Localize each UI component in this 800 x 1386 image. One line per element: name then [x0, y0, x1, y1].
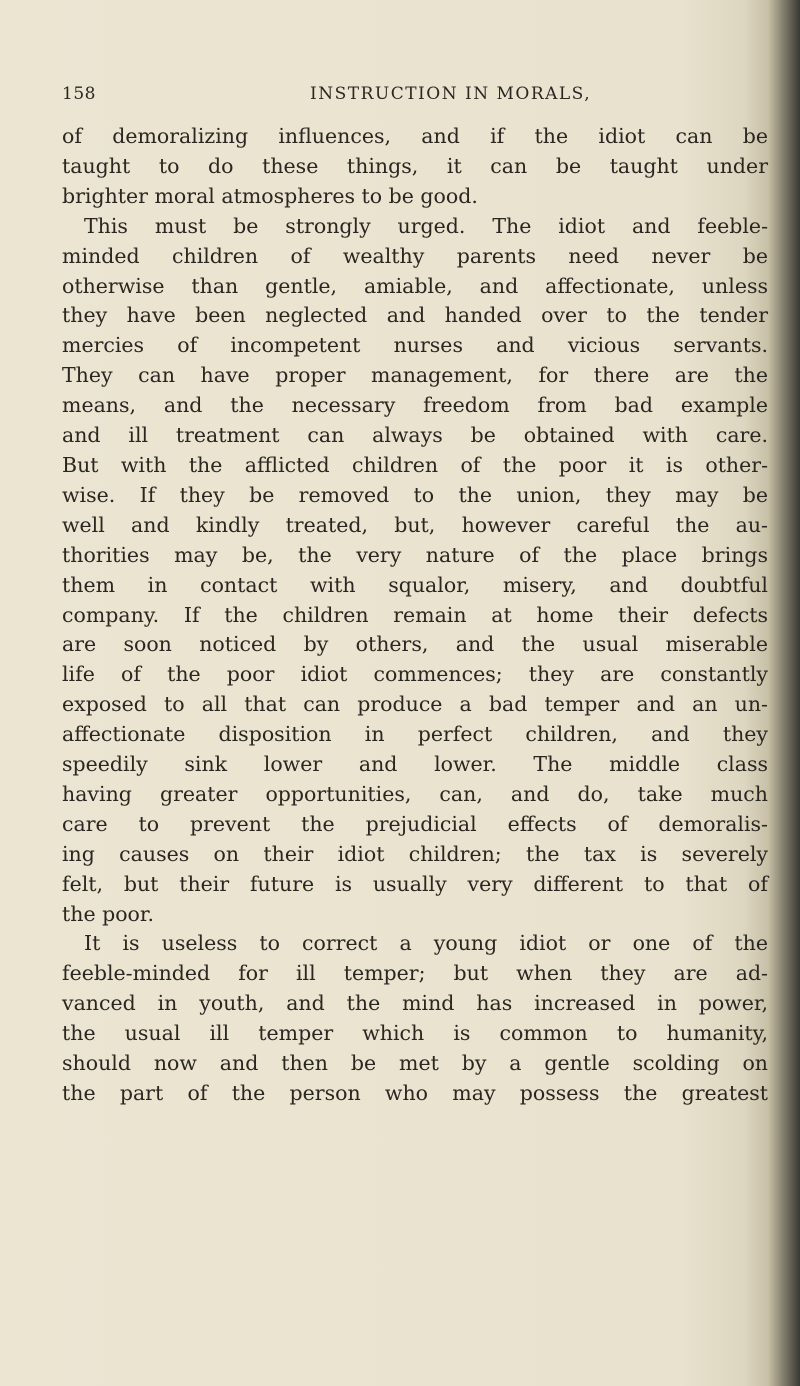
- text-line: But with the afflicted children of the poor it is other-: [62, 452, 768, 477]
- body-text: [62, 122, 768, 1109]
- text-line: minded children of wealthy parents need never be: [62, 243, 768, 268]
- text-line: company. If the children remain at home their defects: [62, 602, 768, 627]
- text-line: vanced in youth, and the mind has increased in power,: [62, 991, 768, 1016]
- text-line: thorities may be, the very nature of the place brings: [62, 542, 768, 567]
- text-line: mercies of incompetent nurses and vicious servants.: [62, 333, 768, 358]
- text-line: wise. If they be removed to the union, they may be: [62, 482, 768, 507]
- text-line: ing causes on their idiot children; the tax is severely: [62, 841, 768, 866]
- text-line: should now and then be met by a gentle scolding on: [62, 1051, 768, 1076]
- text-line: well and kindly treated, but, however careful the au-: [62, 512, 768, 537]
- text-line: This must be strongly urged. The idiot and feeble-: [84, 213, 768, 238]
- text-line: brighter moral atmospheres to be good.: [62, 183, 478, 208]
- text-line: otherwise than gentle, amiable, and affectionate, unless: [62, 273, 768, 298]
- text-line: They can have proper management, for there are the: [62, 363, 768, 388]
- text-line: means, and the necessary freedom from bad example: [62, 393, 768, 418]
- text-line: them in contact with squalor, misery, and doubtful: [62, 572, 768, 597]
- text-line: and ill treatment can always be obtained with care.: [62, 423, 768, 448]
- text-line: the part of the person who may possess the greatest: [62, 1081, 768, 1105]
- text-line: of demoralizing influences, and if the idiot can be: [62, 124, 768, 148]
- text-line: speedily sink lower and lower. The middle class: [62, 752, 768, 777]
- text-line: having greater opportunities, can, and do, take much: [62, 781, 768, 806]
- text-line: exposed to all that can produce a bad temper and an un-: [62, 692, 768, 717]
- page-number: 158: [62, 84, 96, 104]
- text-line: the poor.: [62, 901, 154, 926]
- text-line: the usual ill temper which is common to humanity,: [62, 1021, 768, 1046]
- text-line: felt, but their future is usually very different to that of: [62, 871, 768, 896]
- text-line: affectionate disposition in perfect children, and they: [62, 722, 768, 747]
- text-line: they have been neglected and handed over to the tender: [62, 303, 768, 328]
- text-line: care to prevent the prejudicial effects of demoralis-: [62, 811, 768, 836]
- text-line: taught to do these things, it can be taught under: [62, 153, 768, 178]
- page-header: [62, 84, 722, 112]
- running-head: INSTRUCTION IN MORALS,: [310, 84, 592, 104]
- text-line: It is useless to correct a young idiot or one of the: [84, 931, 768, 956]
- text-line: feeble-minded for ill temper; but when they are ad-: [62, 961, 768, 986]
- text-line: are soon noticed by others, and the usual miserable: [62, 632, 768, 657]
- text-line: life of the poor idiot commences; they are constantly: [62, 662, 768, 687]
